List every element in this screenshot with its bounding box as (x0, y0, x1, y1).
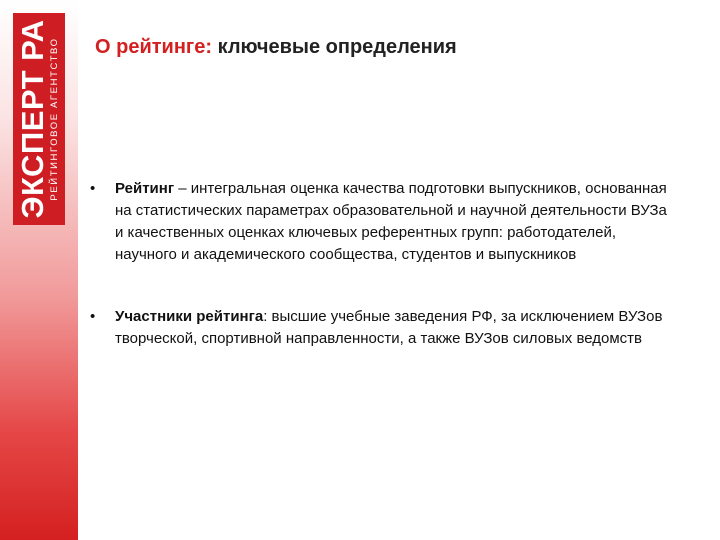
expert-ra-logo (13, 13, 65, 225)
title-accent: О рейтинге: (95, 36, 213, 58)
bullet-marker: • (90, 180, 96, 197)
logo-wordmark: ЭКСПЕРТ РА (15, 19, 50, 219)
bullet-marker: • (90, 308, 96, 325)
bullet-term: Рейтинг (115, 180, 175, 197)
bullet-text: : высшие учебные заведения РФ, за исключением ВУЗов творческой, спортивной направленности, а также ВУЗов силовых ведомств (115, 308, 663, 347)
bullet-text: – интегральная оценка качества подготовки выпускников, основанная на статистических параметрах образовательной и научной деятельности ВУЗа и качественных оценках ключевых референтных групп: работодателей, научного и академического сообщества, студентов и выпускников (115, 180, 667, 263)
bullet-item-participants (90, 306, 670, 350)
slide-title (95, 36, 457, 59)
title-main: ключевые определения (217, 36, 457, 58)
bullet-term: Участники рейтинга (115, 308, 264, 325)
bullet-item-rating (90, 178, 670, 266)
logo-tagline: РЕЙТИНГОВОЕ АГЕНТСТВО (49, 37, 60, 201)
logo-text-group (16, 19, 62, 219)
bullet-list (90, 178, 670, 350)
